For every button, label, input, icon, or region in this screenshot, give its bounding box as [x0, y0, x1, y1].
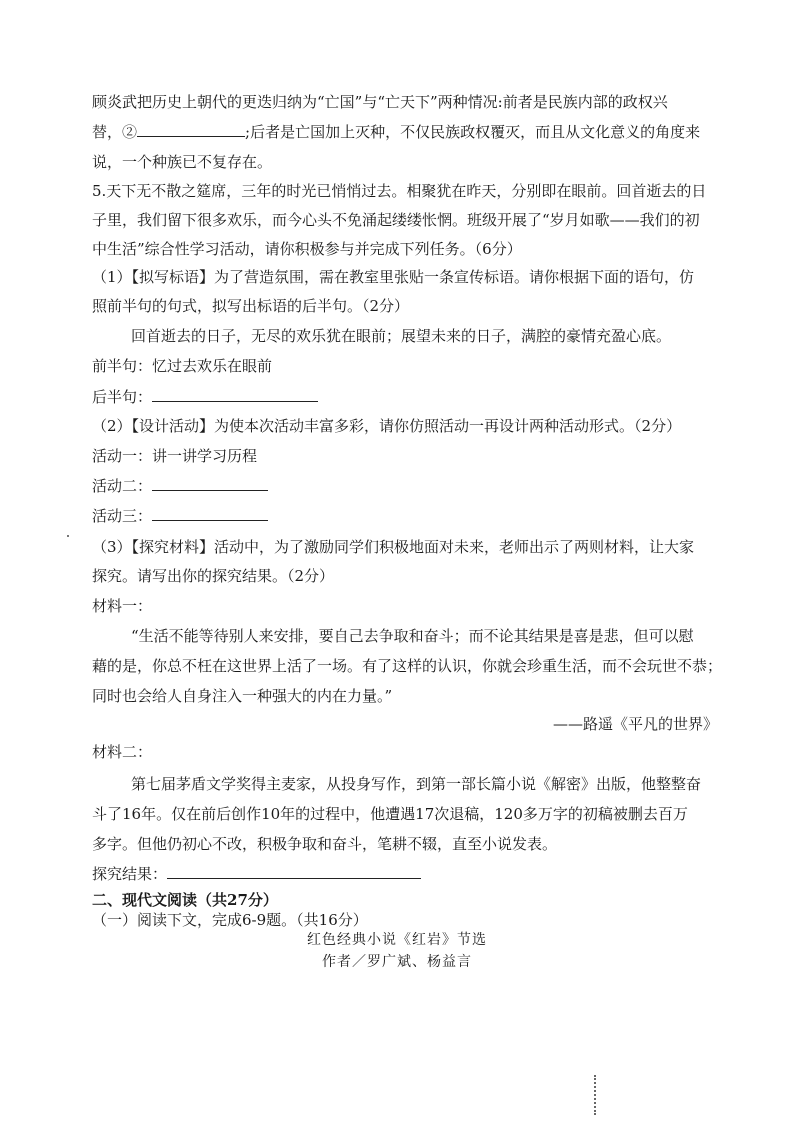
passage-author: 作者／罗广斌、杨益言 [322, 954, 472, 970]
activity-3-answer-blank[interactable] [152, 506, 268, 521]
activity-2-label: 活动二： [92, 477, 153, 495]
answer-blank-2[interactable] [137, 122, 245, 137]
material-2-line-3: 多字。但他仍初心不改，积极争取和奋斗，笔耕不辍，直至小说发表。 [92, 835, 558, 853]
task-1-line-2: 照前半句的句式，拟写出标语的后半句。（2分） [92, 297, 410, 315]
activity-1: 活动一：讲一讲学习历程 [92, 447, 258, 465]
activity-3-label: 活动三： [92, 507, 153, 525]
first-half-label: 前半句：忆过去欢乐在眼前 [92, 357, 273, 375]
material-1-line-2: 藉的是，你总不枉在这世界上活了一场。有了这样的认识，你就会珍重生活，而不会玩世不恭； [92, 657, 723, 675]
intro-line-2 [92, 122, 712, 142]
activity-2-answer-blank[interactable] [152, 476, 268, 491]
material-1-source: ——路遥《平凡的世界》 [552, 715, 718, 733]
intro-line-1: 顾炎武把历史上朝代的更迭归纳为“亡国”与“亡天下”两种情况:前者是民族内部的政权兴 [92, 93, 668, 111]
result-label: 探究结果： [92, 865, 168, 883]
intro-line-2-start: 替，② [92, 123, 138, 141]
task-3-line-1: （3）【探究材料】活动中，为了激励同学们积极地面对未来，老师出示了两则材料，让大家 [92, 538, 695, 556]
task-3-line-2: 探究。请写出你的探究结果。（2分） [92, 567, 335, 585]
second-half-label: 后半句： [92, 388, 153, 406]
activity-3-row [92, 506, 712, 526]
result-row [92, 864, 712, 884]
section-2-heading: 二、现代文阅读（共27分） [92, 891, 278, 909]
scan-edge-mark [594, 1075, 601, 1115]
question-5-line-1: 5.天下无不散之筵席，三年的时光已悄悄过去。相聚犹在昨天，分别即在眼前。回首逝去的日 [92, 182, 707, 200]
second-half-row [92, 387, 712, 407]
activity-2-row [92, 476, 712, 496]
scan-speck [67, 535, 69, 537]
task-1-quote: 回首逝去的日子，无尽的欢乐犹在眼前；展望未来的日子，满腔的豪情充盈心底。 [131, 327, 672, 345]
result-answer-blank[interactable] [167, 864, 421, 879]
material-1-line-1: “生活不能等待别人来安排，要自己去争取和奋斗；而不论其结果是喜是悲，但可以慰 [131, 627, 694, 645]
task-2-line-1: （2）【设计活动】为使本次活动丰富多彩，请你仿照活动一再设计两种活动形式。（2分） [92, 417, 682, 435]
question-5-line-3: 中生活”综合性学习活动，请你积极参与并完成下列任务。（6分） [92, 240, 522, 258]
question-5-line-2: 子里，我们留下很多欢乐，而今心头不免涌起缕缕怅惘。班级开展了“岁月如歌——我们的初 [92, 211, 700, 229]
second-half-answer-blank[interactable] [152, 387, 318, 402]
material-2-line-2: 斗了16年。仅在前后创作10年的过程中，他遭遇17次退稿，120多万字的初稿被删去百万 [92, 805, 688, 823]
material-2-line-1: 第七届茅盾文学奖得主麦家，从投身写作，到第一部长篇小说《解密》出版，他整整奋 [131, 775, 702, 793]
intro-line-3: 说，一个种族已不复存在。 [92, 153, 273, 171]
material-1-label: 材料一： [92, 597, 153, 615]
intro-line-2-end: ;后者是亡国加上灭种，不仅民族政权覆灭，而且从文化意义的角度来 [245, 123, 701, 141]
task-1-line-1: （1）【拟写标语】为了营造氛围，需在教室里张贴一条宣传标语。请你根据下面的语句，仿 [92, 268, 695, 286]
material-2-label: 材料二： [92, 743, 153, 761]
section-2-subheading: （一）阅读下文，完成6-9题。（共16分） [92, 911, 368, 929]
material-1-line-3: 同时也会给人自身注入一种强大的内在力量。” [92, 687, 393, 705]
passage-title: 红色经典小说《红岩》节选 [307, 932, 487, 948]
